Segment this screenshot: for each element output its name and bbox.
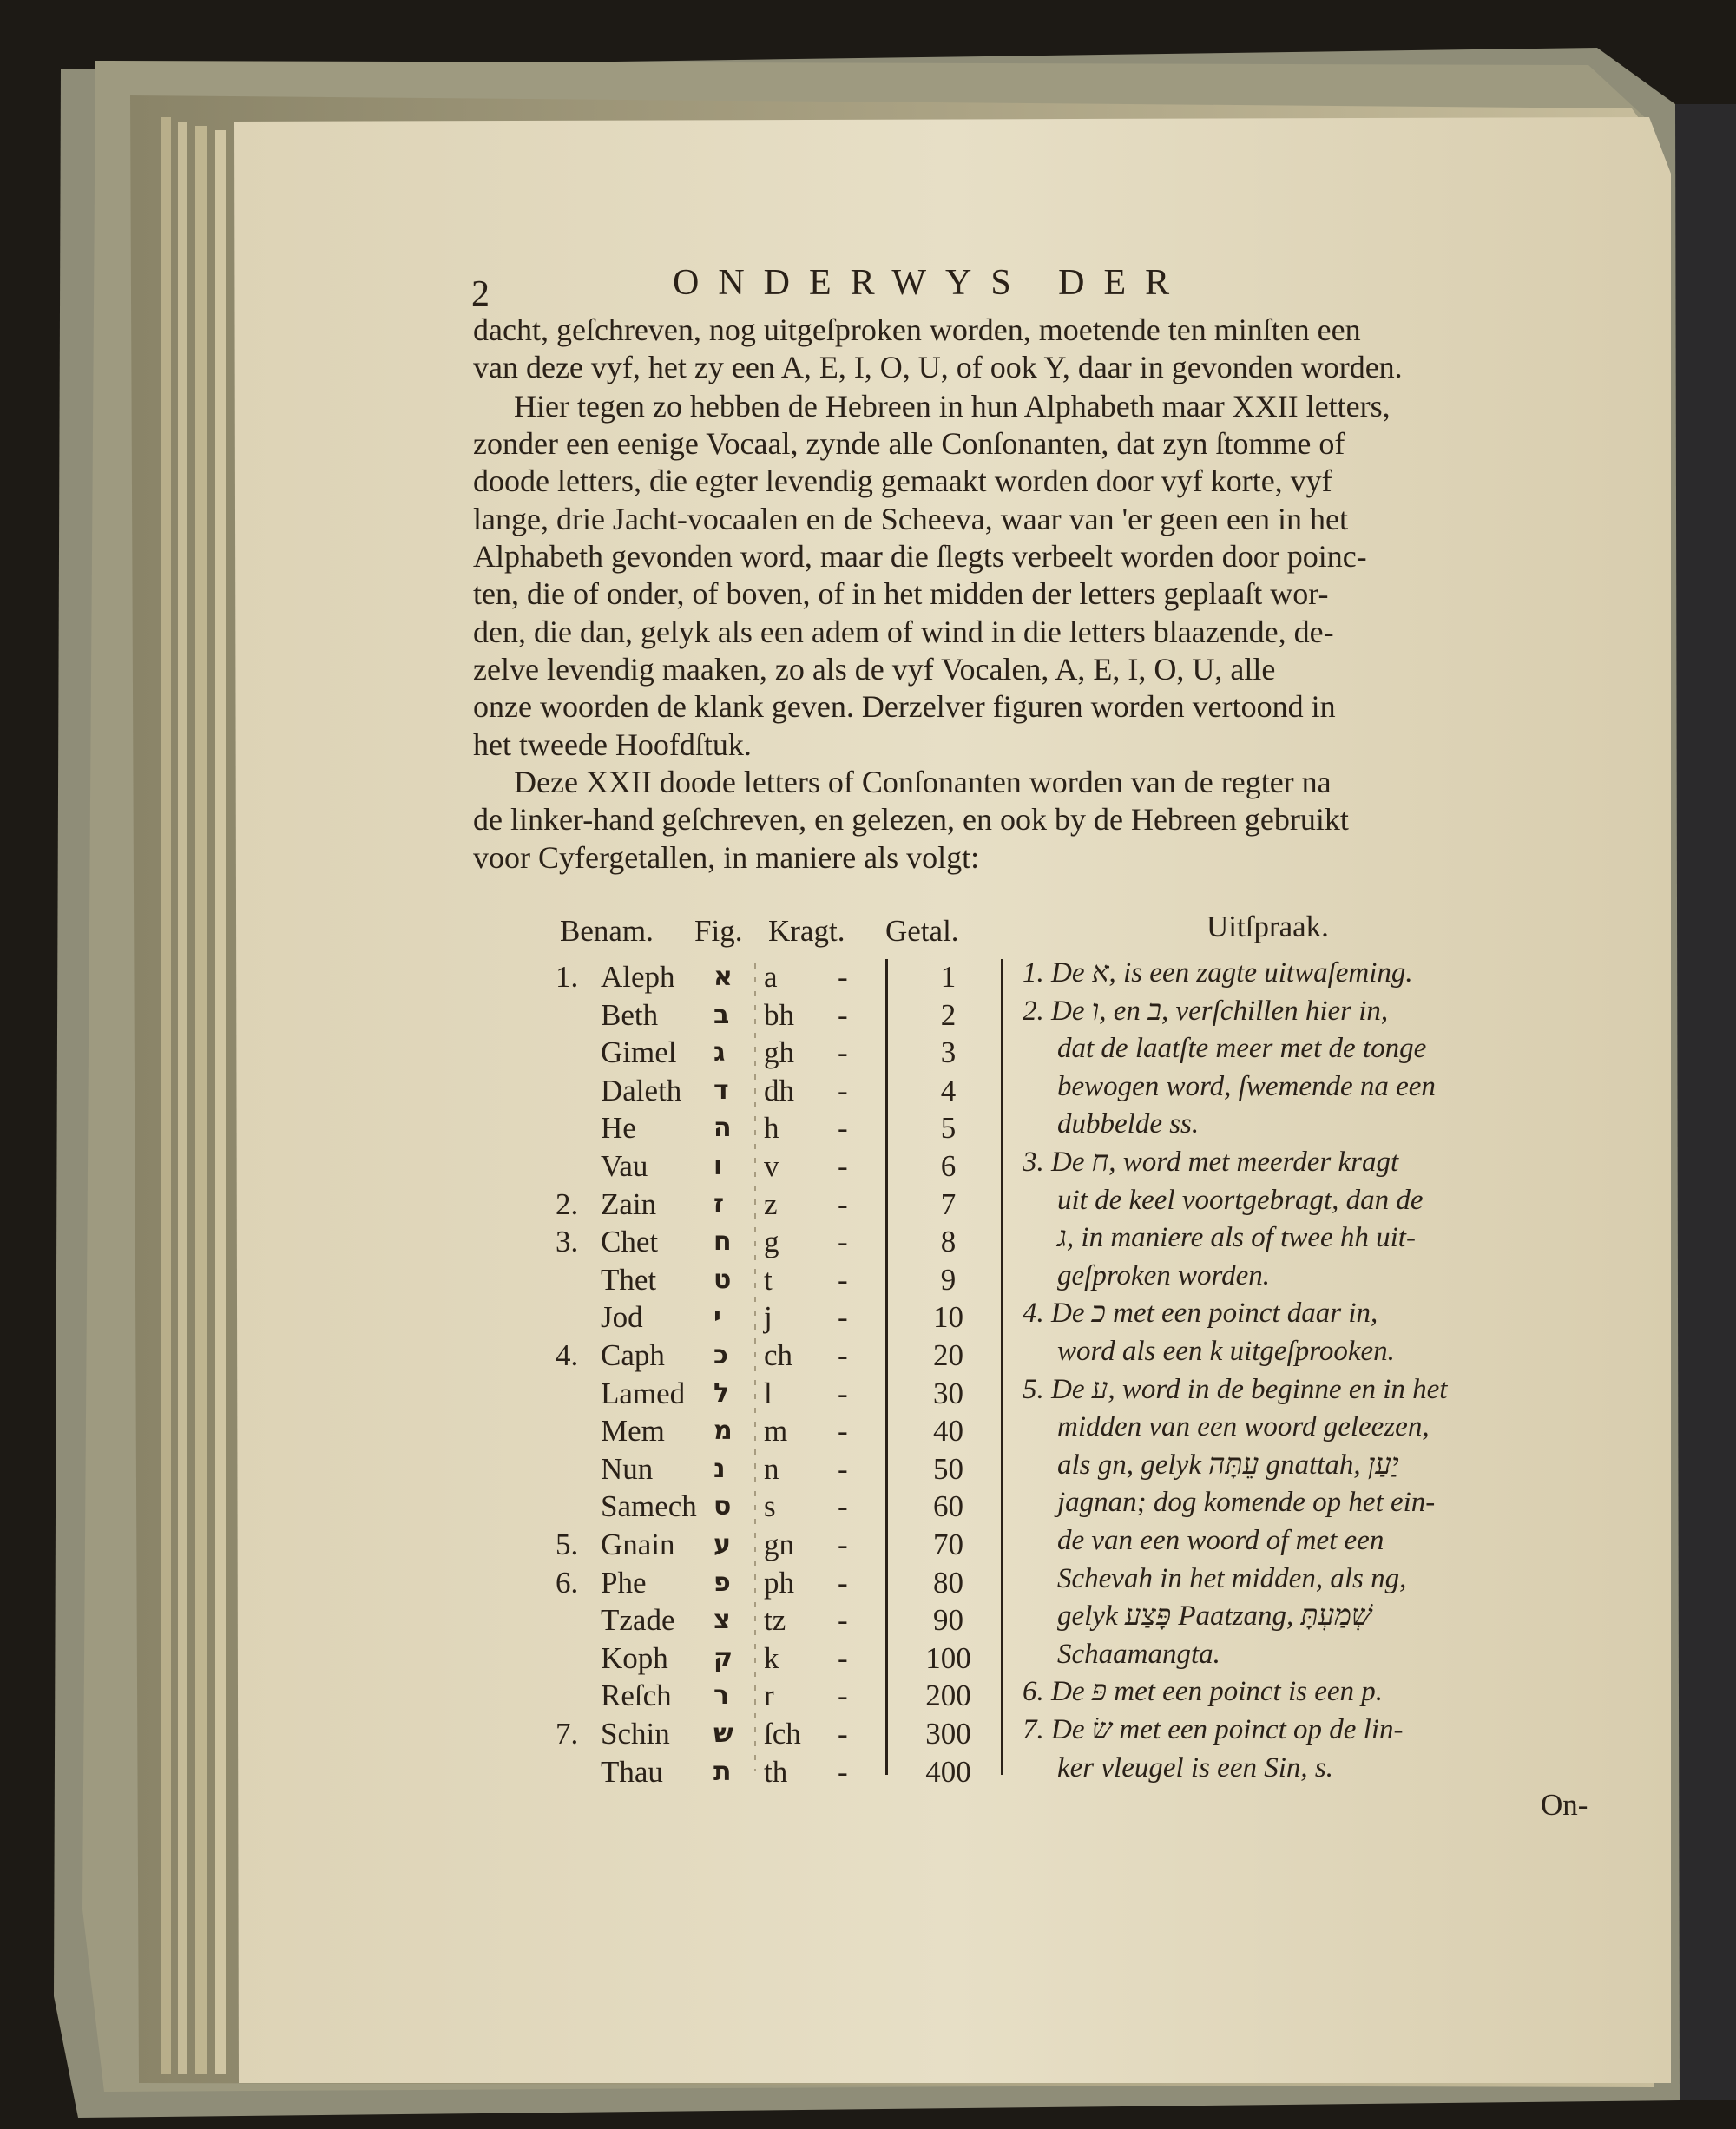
pronunciation-line: jagnan; dog komende op het ein- [1057,1487,1436,1518]
row-number: 5. [556,1528,579,1561]
paragraph-line: doode letters, die egter levendig gemaakt worden door vyf korte, vyf [473,463,1332,498]
paragraph-line: Alphabeth gevonden word, maar die ſlegts verbeelt worden door poinc- [473,539,1367,574]
letter-name: Reſch [601,1679,672,1712]
paragraph-line: ten, die of onder, of boven, of in het midden der letters geplaaſt wor- [473,576,1329,611]
letter-name: Chet [601,1225,659,1258]
paragraph-line: den, die dan, gelyk als een adem of wind in die letters blaazende, de- [473,614,1334,649]
row-number: 3. [556,1225,579,1258]
letter-name: Phe [601,1566,647,1600]
paragraph-line: Hier tegen zo hebben de Hebreen in hun Alphabeth maar XXII letters, [514,389,1391,424]
letter-name: Daleth [601,1074,682,1107]
pronunciation-line: bewogen word, ſwemende na een [1057,1071,1436,1102]
pronunciation-line: uit de keel voortgebragt, dan de [1057,1185,1424,1216]
dash: - [838,1111,848,1145]
hebrew-letter: ט [713,1265,732,1295]
getal-value: 5 [940,1111,957,1145]
kragt-value: s [764,1489,776,1523]
pronunciation-line: gelyk פָּצַע Paatzang, שְׁמַעְתָּ [1057,1600,1372,1632]
row-number: 1. [556,960,579,994]
hebrew-letter: ל [713,1378,730,1409]
kragt-value: n [764,1452,779,1486]
paragraph-line: lange, drie Jacht-vocaalen en de Scheeva, waar van 'er geen een in het [473,502,1348,536]
kragt-value: ph [764,1566,794,1600]
kragt-value: t [764,1263,773,1297]
kragt-value: k [764,1641,779,1675]
dash: - [838,1225,848,1258]
hebrew-letter: י [713,1302,721,1332]
paragraph-line: Deze XXII doode letters of Conſonanten worden van de regter na [514,765,1332,799]
pronunciation-line: als gn, gelyk עֵתָּה gnattah, יַעַן [1057,1449,1399,1481]
dash: - [838,1149,848,1183]
kragt-value: dh [764,1074,794,1107]
getal-value: 40 [933,1414,963,1448]
hebrew-letter: צ [713,1605,731,1635]
page-number: 2 [471,274,509,314]
getal-value: 70 [933,1528,963,1561]
getal-value: 80 [933,1566,963,1600]
header-benam: Benam. [560,914,654,948]
pronunciation-line: word als een k uitgeſprooken. [1057,1336,1395,1367]
pronunciation-line: 3. De ח, word met meerder kragt [1023,1147,1399,1178]
letter-name: Vau [601,1149,648,1183]
getal-value: 3 [940,1035,957,1069]
row-number: 2. [556,1187,579,1221]
getal-value: 400 [925,1755,971,1789]
hebrew-letter: ז [713,1189,725,1219]
hebrew-letter: ו [713,1151,723,1181]
dash: - [838,998,848,1032]
getal-rule-right [1001,959,1003,1775]
hebrew-letter: נ [713,1454,726,1484]
letter-name: Aleph [601,960,675,994]
dash: - [838,1300,848,1334]
letter-name: Thau [601,1755,663,1789]
header-uitspraak: Uitſpraak. [1207,910,1329,943]
pronunciation-line: midden van een woord geleezen, [1057,1411,1430,1442]
hebrew-letter: פ [713,1567,731,1598]
dash: - [838,1679,848,1712]
kragt-value: v [764,1149,779,1183]
letter-name: Koph [601,1641,668,1675]
getal-value: 8 [940,1225,957,1258]
getal-value: 2 [940,998,957,1032]
pronunciation-line: 4. De כ met een poinct daar in, [1023,1298,1378,1329]
letter-name: Nun [601,1452,654,1486]
hebrew-letter: מ [713,1416,733,1446]
letter-name: Schin [601,1717,670,1751]
letter-name: Beth [601,998,659,1032]
kragt-value: h [764,1111,779,1145]
pronunciation-line: de van een woord of met een [1057,1525,1384,1556]
getal-value: 30 [933,1377,963,1410]
kragt-value: th [764,1755,788,1789]
dash: - [838,1187,848,1221]
kragt-value: bh [764,998,794,1032]
letter-name: Thet [601,1263,657,1297]
hebrew-letter: ע [713,1529,731,1560]
kragt-value: g [764,1225,779,1258]
dash: - [838,1717,848,1751]
letter-name: Tzade [601,1603,675,1637]
hebrew-letter: ח [713,1226,732,1257]
row-number: 7. [556,1717,579,1751]
kragt-value: ſch [764,1717,801,1751]
dash: - [838,1074,848,1107]
paragraph-line: onze woorden de klank geven. Derzelver figuren worden vertoond in [473,689,1336,724]
getal-value: 90 [933,1603,963,1637]
getal-rule-left [885,959,888,1775]
pronunciation-line: dat de laatſte meer met de tonge [1057,1033,1427,1064]
hebrew-letter: ר [713,1680,730,1711]
getal-value: 60 [933,1489,963,1523]
kragt-value: tz [764,1603,786,1637]
getal-value: 4 [940,1074,957,1107]
kragt-value: j [764,1300,773,1334]
pronunciation-line: geſproken worden. [1057,1260,1271,1291]
letter-name: Gimel [601,1035,677,1069]
hebrew-letter: ש [713,1718,733,1749]
row-number: 4. [556,1338,579,1372]
pronunciation-line: dubbelde ss. [1057,1108,1200,1140]
letter-name: He [601,1111,636,1145]
dash: - [838,1452,848,1486]
paragraph-line: dacht, geſchreven, nog uitgeſproken worden, moetende ten minſten een [473,312,1361,347]
kragt-value: r [764,1679,774,1712]
dash: - [838,1263,848,1297]
pronunciation-line: Schaamangta. [1057,1639,1220,1670]
letter-name: Zain [601,1187,657,1221]
catchword: On- [1541,1788,1588,1822]
letter-name: Jod [601,1300,643,1334]
kragt-value: gn [764,1528,794,1561]
getal-value: 200 [925,1679,971,1712]
header-getal: Getal. [885,914,959,948]
pronunciation-line: 5. De ע, word in de beginne en in het [1023,1374,1448,1405]
letter-name: Gnain [601,1528,675,1561]
paragraph-line: het tweede Hoofdſtuk. [473,727,752,762]
getal-value: 50 [933,1452,963,1486]
hebrew-letter: ה [713,1113,732,1143]
hebrew-letter: ב [713,1000,730,1030]
dash: - [838,1035,848,1069]
hebrew-letter: ג [713,1037,726,1068]
dash: - [838,1641,848,1675]
kragt-value: l [764,1377,773,1410]
getal-value: 20 [933,1338,963,1372]
dash: - [838,1489,848,1523]
hebrew-letter: ת [713,1757,732,1787]
letter-name: Caph [601,1338,665,1372]
letter-name: Samech [601,1489,697,1523]
getal-value: 6 [940,1149,957,1183]
hebrew-letter: ס [713,1491,732,1521]
paragraph-line: de linker-hand geſchreven, en gelezen, en ook by de Hebreen gebruikt [473,802,1349,837]
paragraph-line: zonder een eenige Vocaal, zynde alle Conſonanten, dat zyn ſtomme of [473,426,1345,461]
dash: - [838,960,848,994]
pronunciation-line: Schevah in het midden, als ng, [1057,1563,1407,1594]
pronunciation-line: 7. De שׂ met een poinct op de lin- [1023,1714,1404,1745]
pronunciation-line: ג, in maniere als of twee hh uit- [1057,1222,1416,1253]
dash: - [838,1566,848,1600]
header-kragt: Kragt. [768,914,845,948]
paragraph-line: voor Cyfergetallen, in maniere als volgt: [473,840,980,875]
pronunciation-line: 6. De פּ met een poinct is een p. [1023,1676,1384,1707]
dash: - [838,1377,848,1410]
hebrew-letter: א [713,962,733,992]
getal-value: 100 [925,1641,971,1675]
getal-value: 9 [940,1263,957,1297]
dash: - [838,1755,848,1789]
row-number: 6. [556,1566,579,1600]
getal-value: 300 [925,1717,971,1751]
dash: - [838,1414,848,1448]
dash: - [838,1338,848,1372]
getal-value: 10 [933,1300,963,1334]
pronunciation-line: 2. De ו, en ב, verſchillen hier in, [1023,996,1389,1027]
letter-name: Mem [601,1414,665,1448]
letter-name: Lamed [601,1377,686,1410]
hebrew-letter: ק [713,1643,733,1673]
dash: - [838,1528,848,1561]
header-fig: Fig. [694,914,743,948]
kragt-value: m [764,1414,788,1448]
kragt-value: ch [764,1338,793,1372]
kragt-value: z [764,1187,778,1221]
getal-value: 1 [940,960,957,994]
paragraph-line: zelve levendig maaken, zo als de vyf Vocalen, A, E, I, O, U, alle [473,652,1276,687]
running-title: ONDERWYS DER [673,263,1189,303]
hebrew-letter: כ [713,1340,728,1370]
pronunciation-line: ker vleugel is een Sin, s. [1057,1752,1333,1784]
kragt-value: gh [764,1035,794,1069]
hebrew-letter: ד [713,1075,729,1106]
kragt-value: a [764,960,778,994]
getal-value: 7 [940,1187,957,1221]
dash: - [838,1603,848,1637]
paragraph-line: van deze vyf, het zy een A, E, I, O, U, of ook Y, daar in gevonden worden. [473,350,1403,384]
pronunciation-line: 1. De א, is een zagte uitwaſeming. [1023,957,1413,989]
